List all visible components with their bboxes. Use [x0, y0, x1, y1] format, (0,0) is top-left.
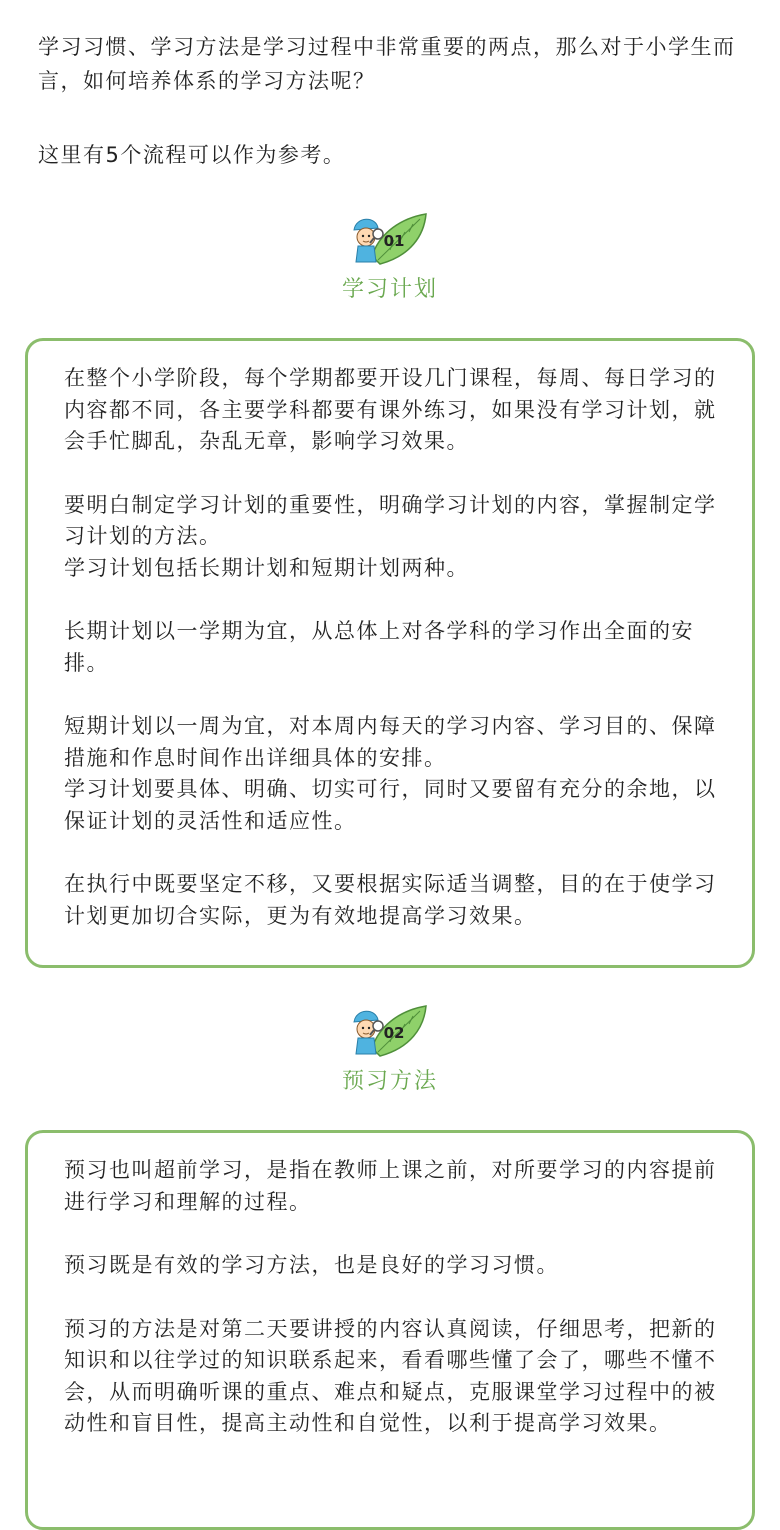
section-card-01 — [25, 338, 755, 968]
section-number: 01 — [383, 232, 405, 250]
card-paragraph: 长期计划以一学期为宜，从总体上对各学科的学习作出全面的安排。 — [64, 619, 694, 675]
intro-paragraph: 学习习惯、学习方法是学习过程中非常重要的两点，那么对于小学生而言，如何培养体系的学习方法呢？ — [38, 35, 736, 93]
section-title: 学习计划 — [341, 277, 438, 302]
card-paragraph: 预习既是有效的学习方法，也是良好的学习习惯。 — [64, 1253, 559, 1277]
card-paragraph: 在执行中既要坚定不移，又要根据实际适当调整，目的在于使学习计划更加切合实际，更为有效地提高学习效果。 — [64, 872, 717, 928]
card-paragraph: 预习也叫超前学习，是指在教师上课之前，对所要学习的内容提前进行学习和理解的过程。 — [64, 1158, 717, 1214]
intro-paragraph: 这里有5个流程可以作为参考。 — [38, 143, 346, 167]
card-paragraph: 在整个小学阶段，每个学期都要开设几门课程，每周、每日学习的内容都不同，各主要学科都要有课外练习，如果没有学习计划，就会手忙脚乱，杂乱无章，影响学习效果。 — [64, 366, 717, 453]
intro — [38, 30, 748, 172]
boy-with-magnifier-on-leaf-icon — [350, 210, 430, 270]
card-paragraph: 预习的方法是对第二天要讲授的内容认真阅读，仔细思考，把新的知识和以往学过的知识联系起来，看看哪些懂了会了，哪些不懂不会，从而明确听课的重点、难点和疑点，克服课堂学习过程中的被动性和盲目性，提高主动性和自觉性，以利于提高学习效果。 — [64, 1316, 717, 1435]
section-number: 02 — [383, 1024, 405, 1042]
section-card-02 — [25, 1130, 755, 1530]
card-paragraph: 要明白制定学习计划的重要性，明确学习计划的内容，掌握制定学习计划的方法。 — [64, 492, 717, 548]
section-title: 预习方法 — [341, 1069, 438, 1094]
card-paragraph: 学习计划包括长期计划和短期计划两种。 — [64, 555, 469, 580]
card-paragraph: 学习计划要具体、明确、切实可行，同时又要留有充分的余地，以保证计划的灵活性和适应性。 — [64, 777, 717, 833]
section-header-02 — [0, 1002, 780, 1095]
section-header-01 — [0, 210, 780, 303]
card-paragraph: 短期计划以一周为宜，对本周内每天的学习内容、学习目的、保障措施和作息时间作出详细具体的安排。 — [64, 714, 717, 770]
boy-with-magnifier-on-leaf-icon — [350, 1002, 430, 1062]
